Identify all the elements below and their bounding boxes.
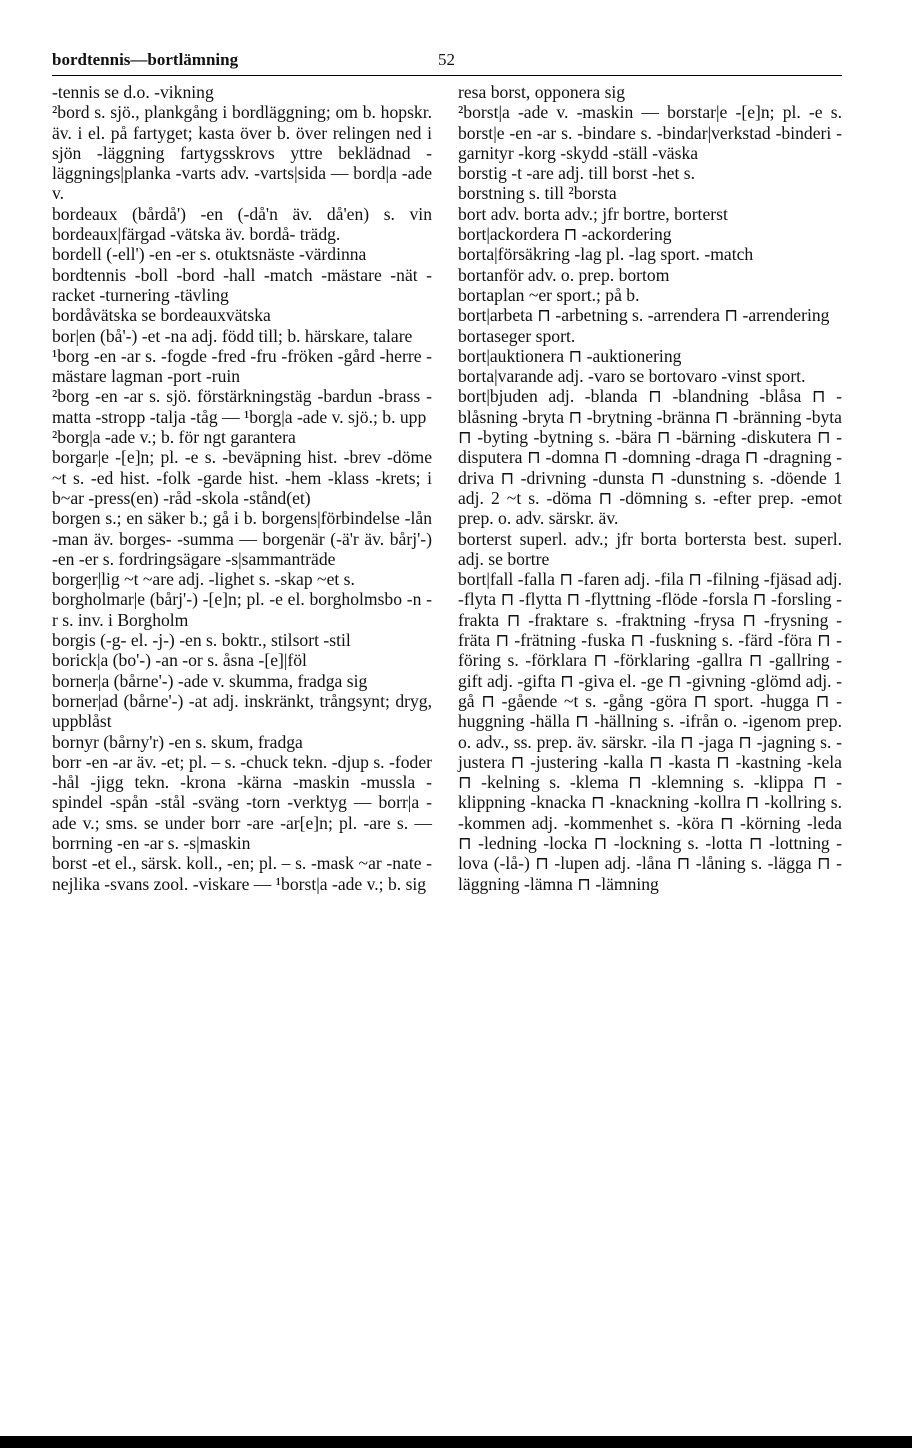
entry: resa borst, opponera sig — [458, 82, 626, 102]
entry: borstig -t -are adj. till borst -het s. — [458, 163, 695, 184]
entry: borgholmar|e (bårj'-) -[e]n; pl. -e el. borgholmsbo -n -r s. inv. i Borgholm — [52, 589, 432, 630]
entry: bor|en (bå'-) -et -na adj. född till; b. härskare, talare — [52, 325, 413, 346]
entry: ²borg|a -ade v.; b. för ngt garantera — [52, 427, 296, 448]
entry: borst -et el., särsk. koll., -en; pl. – s. -mask ~ar -nate -nejlika -svans zool. -viskare — ¹borst|a -ade v.; b. sig — [52, 853, 432, 894]
scan-edge — [0, 1436, 912, 1448]
entry: bort|fall -falla ⊓ -faren adj. -fila ⊓ -filning -fjäsad adj. -flyta ⊓ -flytta ⊓ -flyttning -flöde -forsla ⊓ -forsling -frakta ⊓ -fraktare s. -fraktning -frysa ⊓ -frysning -fräta ⊓ -frätning -fuska ⊓ -fuskning s. -färd -föra ⊓ -föring s. -förklara ⊓ -förklaring -gallra ⊓ -gallring -gift adj. -gifta ⊓ -giva el. -ge ⊓ -givning -glömd adj. -gå ⊓ -gående ~t s. -gång -göra ⊓ sport. -hugga ⊓ -huggning -hälla ⊓ -hällning s. -ifrån o. -igenom prep. o. adv., ss. prep. äv. särskr. -ila ⊓ -jaga ⊓ -jagning s. -justera ⊓ -justering -kalla ⊓ -kasta ⊓ -kastning -kela ⊓ -kelning s. -klema ⊓ -klemning s. -klippa ⊓ -klippning -knacka ⊓ -knackning -kollra ⊓ -kollring s. -kommen adj. -kommenhet s. -köra ⊓ -körning -leda ⊓ -ledning -locka ⊓ -lockning s. -lotta ⊓ -lottning -lova (-lå-) ⊓ -lupen adj. -låna ⊓ -låning s. -lägga ⊓ -läggning -lämna ⊓ -lämning — [458, 569, 842, 894]
entry: borstning s. till ²borsta — [458, 183, 617, 204]
entry: borner|ad (bårne'-) -at adj. inskränkt, trångsynt; dryg, uppblåst — [52, 690, 432, 732]
header-rule — [52, 75, 842, 76]
entry: borta|försäkring -lag pl. -lag sport. -match — [458, 244, 754, 265]
entry: borgar|e -[e]n; pl. -e s. -beväpning hist. -brev -döme ~t s. -ed hist. -folk -garde hist. -hem -klass -krets; i b~ar -press(en) -råd -skola -stånd(et) — [52, 447, 432, 508]
entry: borner|a (bårne'-) -ade v. skumma, fradga sig — [52, 670, 368, 691]
entry: borta|varande adj. -varo se bortovaro -vinst sport. — [458, 366, 806, 387]
page-number: 52 — [438, 50, 455, 69]
entry: bort|ackordera ⊓ -ackordering — [458, 224, 672, 245]
entry: bortanför adv. o. prep. bortom — [458, 264, 670, 285]
entry: ²borst|a -ade v. -maskin — borstar|e -[e]n; pl. -e s. borst|e -en -ar s. -bindare s. -bindar|verkstad -binderi -garnityr -korg -skydd -ställ -väska — [458, 102, 842, 163]
entry: bort|auktionera ⊓ -auktionering — [458, 345, 682, 366]
entry: -tennis se d.o. -vikning — [52, 82, 214, 102]
entry: borger|lig ~t ~are adj. -lighet s. -skap ~et s. — [52, 569, 355, 590]
entry: bort|bjuden adj. -blanda ⊓ -blandning -blåsa ⊓ -blåsning -bryta ⊓ -brytning -bränna ⊓ -bränning -byta ⊓ -byting -bytning s. -bära ⊓ -bärning -diskutera ⊓ -disputera ⊓ -domna ⊓ -domning -draga ⊓ -dragning -driva ⊓ -drivning -dunsta ⊓ -dunstning s. -döende 1 adj. 2 ~t s. -döma ⊓ -dömning s. -efter prep. -emot prep. o. adv. särskr. äv. — [458, 386, 842, 529]
entry: bort adv. borta adv.; jfr bortre, borterst — [458, 203, 728, 224]
right-column — [458, 82, 842, 894]
entry: bordåvätska se bordeauxvätska — [52, 305, 271, 326]
entry: bortaseger sport. — [458, 325, 576, 346]
entry: ²borg -en -ar s. sjö. förstärkningstäg -bardun -brass -matta -stropp -talja -tåg — ¹borg|a -ade v. sjö.; b. upp — [52, 386, 432, 427]
entry: borterst superl. adv.; jfr borta bortersta best. superl. adj. se bortre — [458, 528, 842, 569]
entry: bort|arbeta ⊓ -arbetning s. -arrendera ⊓ -arrendering — [458, 305, 830, 326]
entry: borick|a (bo'-) -an -or s. åsna -[e]|föl — [52, 650, 307, 671]
running-head: bordtennis—bortlämning — [52, 50, 239, 69]
entry: ²bord s. sjö., plankgång i bordläggning; om b. hopskr. äv. i el. på fartyget; kasta över b. över relingen ned i sjön -läggning fartygsskrovs yttre beklädnad -läggnings|planka -varts adv. -varts|sida — bord|a -ade v. — [52, 102, 432, 204]
entry: bordeaux (bårdå') -en (-då'n äv. då'en) s. vin bordeaux|färgad -vätska äv. bordå- trädg. — [52, 203, 432, 245]
entry: borr -en -ar äv. -et; pl. – s. -chuck tekn. -djup s. -foder -hål -jigg tekn. -krona -kärna -maskin -mussla -spindel -spån -stål -sväng -torn -verktyg — borr|a -ade v.; sms. se under borr -are -ar[e]n; pl. -are s. — borrning -en -ar s. -s|maskin — [52, 751, 432, 853]
left-column — [52, 82, 432, 894]
entry: borgis (-g- el. -j-) -en s. boktr., stilsort -stil — [52, 630, 351, 651]
entry: bornyr (bårny'r) -en s. skum, fradga — [52, 731, 303, 752]
entry: bordell (-ell') -en -er s. otuktsnäste -värdinna — [52, 244, 367, 265]
entry: bortaplan ~er sport.; på b. — [458, 284, 640, 305]
entry: bordtennis -boll -bord -hall -match -mästare -nät -racket -turnering -tävling — [52, 264, 432, 305]
entry: ¹borg -en -ar s. -fogde -fred -fru -fröken -gård -herre -mästare lagman -port -ruin — [52, 345, 432, 387]
entry: borgen s.; en säker b.; gå i b. borgens|förbindelse -lån -man äv. borges- -summa — borgenär (-ä'r äv. bårj'-) -en -er s. fordringsägare -s|sammanträde — [52, 508, 432, 569]
